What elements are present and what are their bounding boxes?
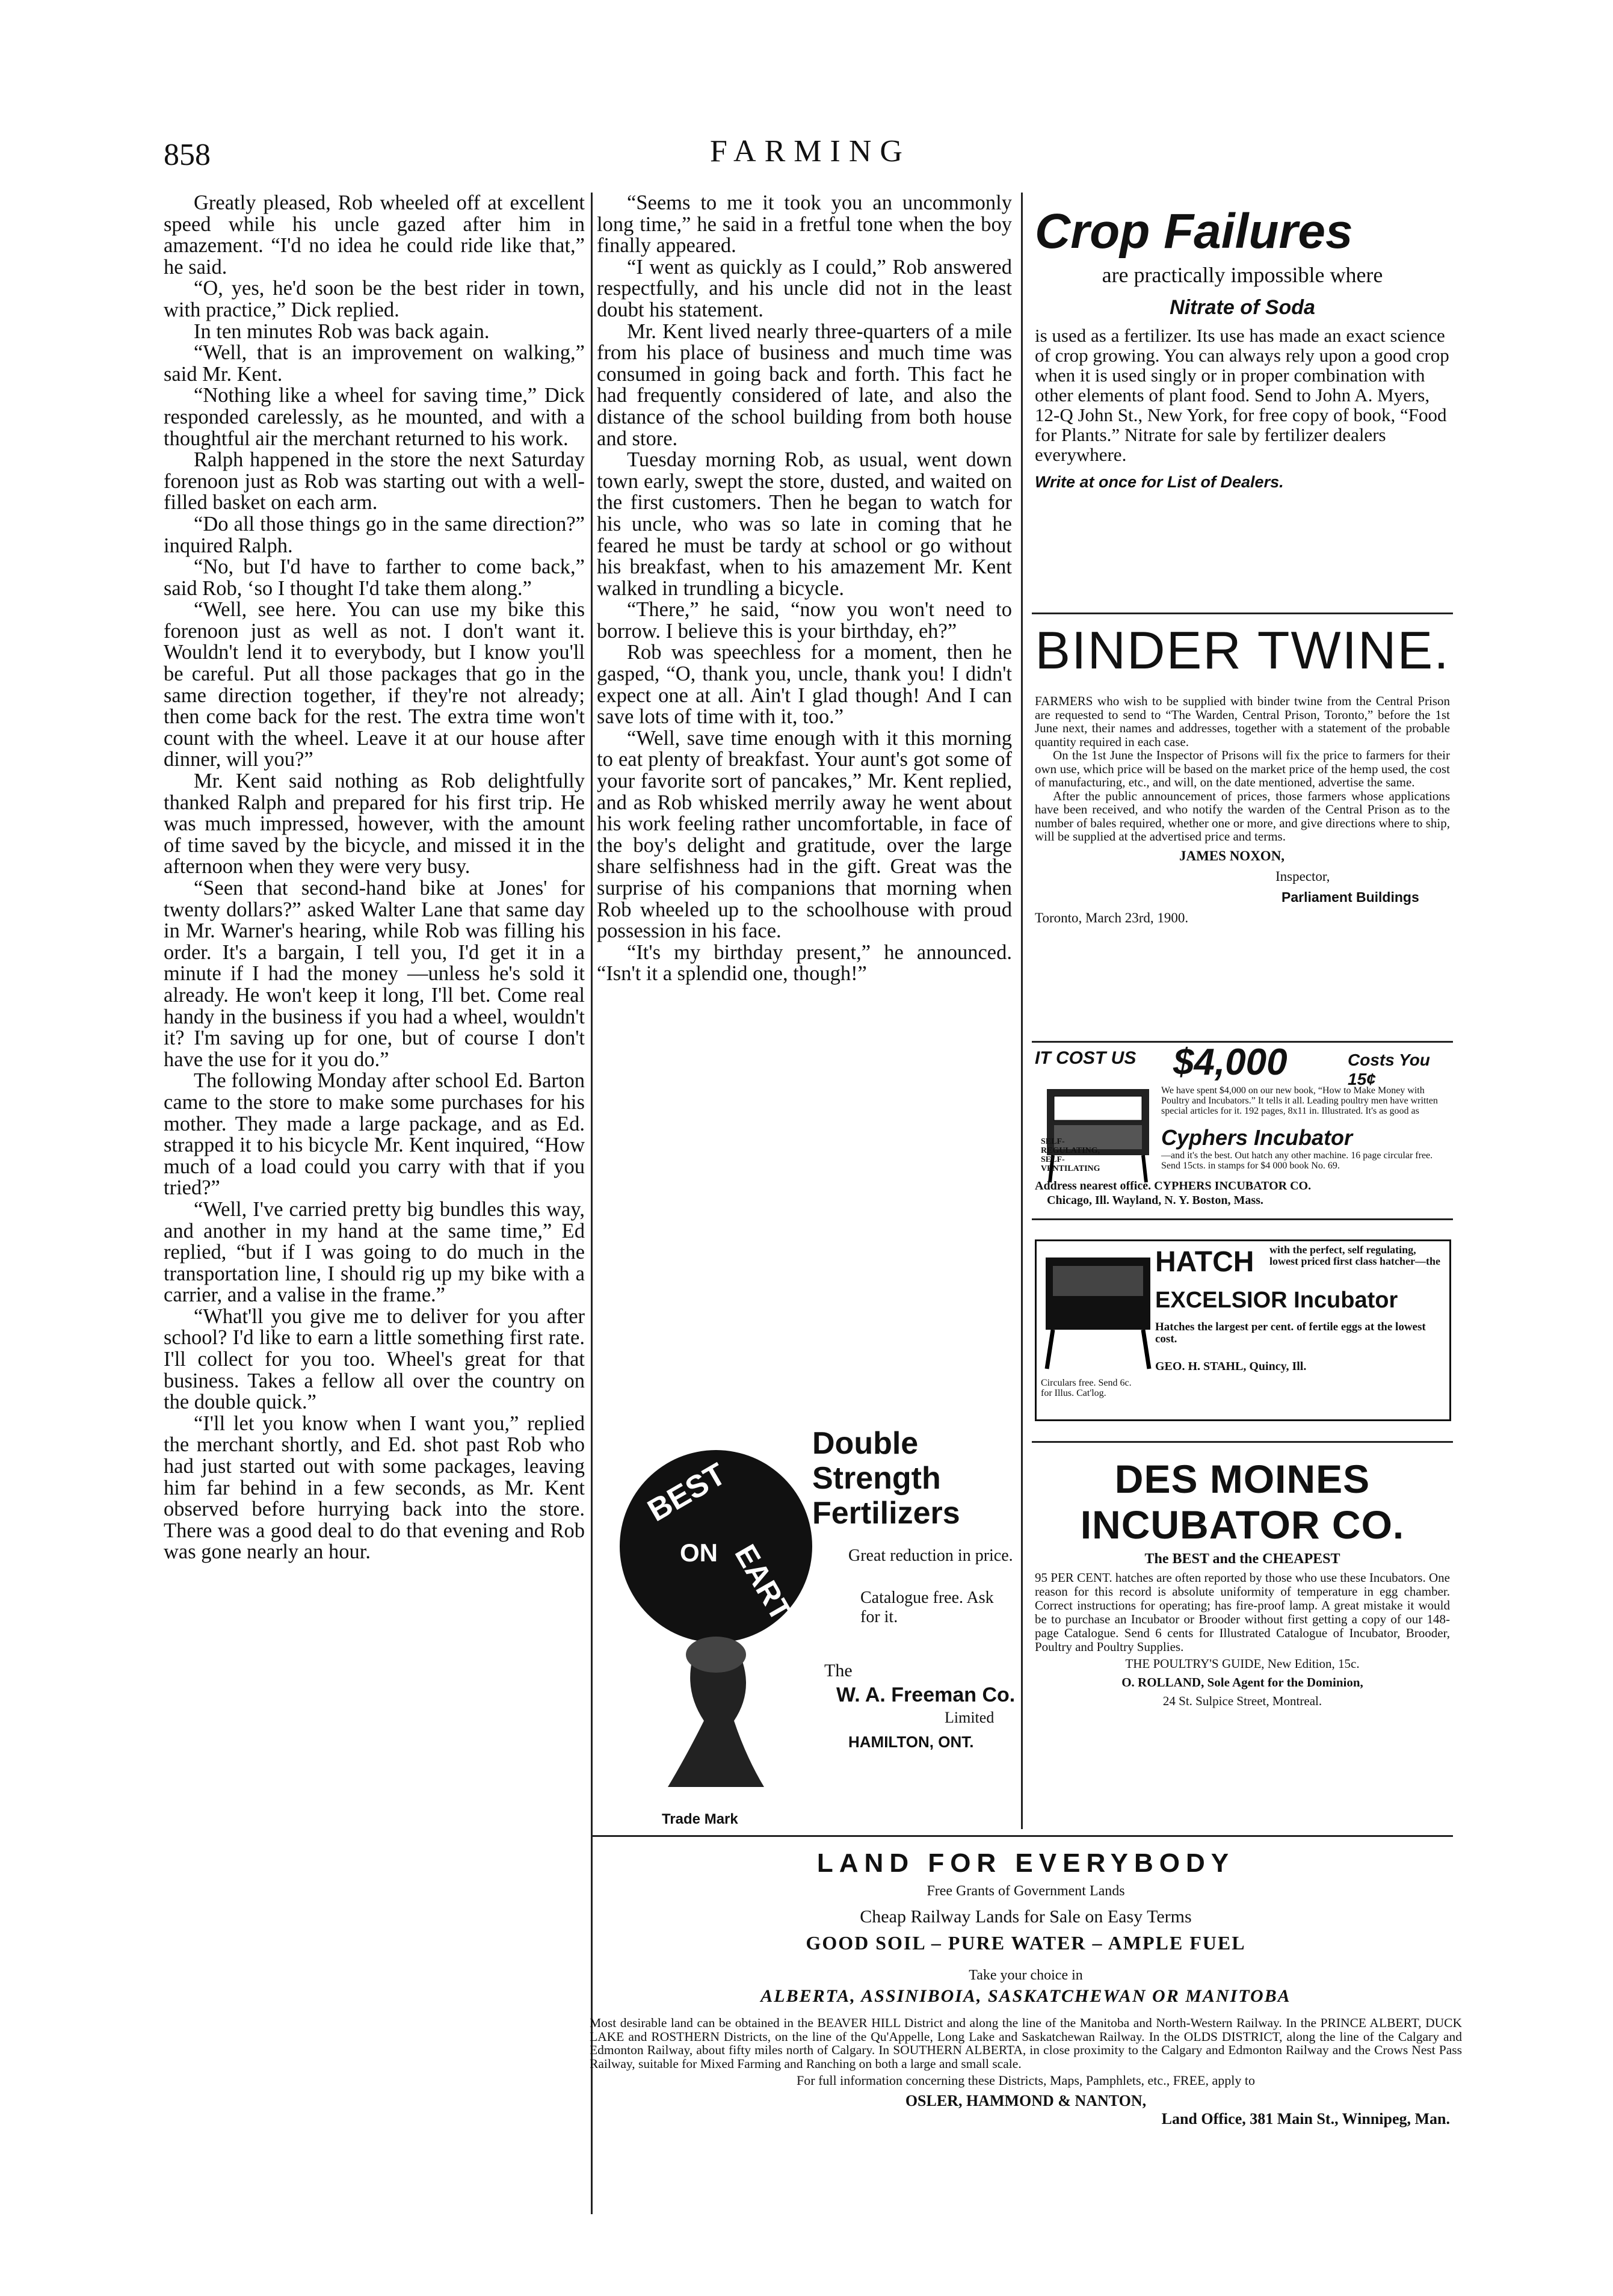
ad-subtitle: The BEST and the CHEAPEST xyxy=(1144,1551,1340,1567)
ad-signature: JAMES NOXON, xyxy=(1179,848,1285,863)
incubator-illustration xyxy=(1041,1251,1155,1372)
ad-company: W. A. Freeman Co. xyxy=(836,1683,1016,1706)
ad-address: Land Office, 381 Main St., Winnipeg, Man. xyxy=(1161,2110,1450,2128)
ad-body: 95 PER CENT. hatches are often reported by those who use these Incubators. One reason for this record is absolute uniformity of temperature in egg chamber. Correct instructions for operating; has fire-proof lamp. A great mistake it would be to purchase an Incubator or Brooder without first getting a copy of our 148-page Catalogue. Send 6 cents for Illustrated Catalogue of Incubator, Brooder, Poultry and Poultry Supplies. xyxy=(1035,1570,1450,1654)
ad-divider xyxy=(1032,613,1453,614)
globe-text: ON xyxy=(680,1538,718,1567)
ad-lead: with the perfect, self regulating, lowest priced first class hatcher—the xyxy=(1269,1244,1440,1267)
ad-guide: THE POULTRY'S GUIDE, New Edition, 15c. xyxy=(1125,1656,1360,1671)
ad-price: $4,000 xyxy=(1173,1042,1288,1083)
ad-circulars: Circulars free. Send 6c. for Illus. Cat'log. xyxy=(1041,1378,1132,1398)
ad-company: OSLER, HAMMOND & NANTON, xyxy=(905,2092,1147,2109)
crop-failures-ad xyxy=(1035,205,1450,492)
paragraph: “It's my birthday present,” he announced. “Isn't it a splendid one, though!” xyxy=(597,940,1012,986)
paragraph: “Well, that is an improvement on walking,” said Mr. Kent. xyxy=(164,341,585,386)
paragraph: “What'll you give me to deliver for you after school? I'd like to earn a little something first rate. I'll collect for you too. Wheel's great for that business. Takes a fellow all over the country on the double quick.” xyxy=(164,1304,585,1414)
ad-product: Nitrate of Soda xyxy=(1170,296,1315,319)
ad-paragraph: After the public announcement of prices, those farmers whose applications have been received, and who notify the warden of the Central Prison as to the number of bales required, whether one or more, and give directions where to ship, will be supplied at the advertised price and terms. xyxy=(1035,788,1450,844)
ad-catalogue: Catalogue free. Ask for it. xyxy=(860,1588,994,1626)
ad-title: Double Strength Fertilizers xyxy=(812,1426,960,1531)
ad-cities: Chicago, Ill. Wayland, N. Y. Boston, Mass. xyxy=(1047,1194,1263,1207)
page-number: 858 xyxy=(164,138,211,172)
ad-line: Cheap Railway Lands for Sale on Easy Terms xyxy=(860,1907,1192,1927)
paragraph: “Seems to me it took you an uncommonly long time,” he said in a fretful tone when the boy finally appeared. xyxy=(597,191,1012,258)
ad-cost: Costs You 15¢ xyxy=(1348,1051,1430,1088)
ad-line: Free Grants of Government Lands xyxy=(927,1883,1125,1899)
trade-mark-label: Trade Mark xyxy=(662,1811,738,1827)
ad-maker: GEO. H. STAHL, Quincy, Ill. xyxy=(1155,1360,1307,1373)
ad-hatch: HATCH xyxy=(1155,1246,1254,1278)
paragraph: Greatly pleased, Rob wheeled off at excellent speed while his uncle gazed after him in amazement. “I'd no idea he could ride like that,” he said. xyxy=(164,191,585,279)
ad-product: Cyphers Incubator xyxy=(1161,1125,1353,1150)
ad-body: We have spent $4,000 on our new book, “How to Make Money with Poultry and Incubators.” It tells it all. Leading poultry men have written special articles for it. 192 pages, 8x11 in. Illustrated. It's as good as xyxy=(1161,1085,1438,1116)
ad-address: Address nearest office. CYPHERS INCUBATOR CO. xyxy=(1035,1179,1312,1193)
ad-divider xyxy=(1032,1441,1453,1443)
paragraph: “No, but I'd have to farther to come back,” said Rob, ‘so I thought I'd take them along.” xyxy=(164,555,585,600)
journal-title: FARMING xyxy=(710,134,911,168)
binder-twine-ad xyxy=(1035,620,1450,926)
ad-title: DES MOINES INCUBATOR CO. xyxy=(1080,1457,1405,1547)
story-column-2 xyxy=(597,193,1012,985)
ad-paragraph: On the 1st June the Inspector of Prisons will fix the price to farmers for their own use, which price will be based on the market price of the hemp used, the cost of manufacturing, etc., and will, on the date mentioned, advertise the same. xyxy=(1035,748,1450,789)
fertilizer-ad xyxy=(608,1426,1023,1835)
paragraph: “Well, see here. You can use my bike this forenoon just as well as not. I don't want it. Wouldn't lend it to everybody, but I know you'll be careful. Put all those packages that go in the same direction together, if they're not already; then come back for the rest. The extra time won't count with the wheel. Leave it at our house after dinner, will you?” xyxy=(164,598,585,771)
ad-line: For full information concerning these Districts, Maps, Pamphlets, etc., FREE, apply to xyxy=(797,2073,1255,2088)
ad-regions: ALBERTA, ASSINIBOIA, SASKATCHEWAN OR MANITOBA xyxy=(760,1986,1291,2006)
ad-side-label: SELF-REGULATING, SELF-VENTILATING xyxy=(1041,1137,1100,1173)
ad-line: Take your choice in xyxy=(969,1967,1083,1983)
ad-paragraph: FARMERS who wish to be supplied with binder twine from the Central Prison are requested to send to “The Warden, Central Prison, Toronto,” before the 1st June next, their names and addresses, together with a statement of the probable quantity required in each case. xyxy=(1035,694,1450,749)
ad-cta: Write at once for List of Dealers. xyxy=(1035,473,1284,491)
ad-divider xyxy=(1032,1218,1453,1220)
paragraph: “There,” he said, “now you won't need to borrow. I believe this is your birthday, eh?” xyxy=(597,598,1012,643)
ad-the: The xyxy=(824,1661,853,1680)
paragraph: Tuesday morning Rob, as usual, went down town early, swept the store, dusted, and waited on the first customers. Then he began to watch for his uncle, who was so late in coming that he feared he must be tardy at school or go without his breakfast, when to his amazement Mr. Kent walked in trundling a bicycle. xyxy=(597,448,1012,600)
globe-text: EARTH xyxy=(728,1538,810,1646)
paragraph: “Well, save time enough with it this morning to eat plenty of breakfast. Your aunt's got some of your favorite sort of pancakes,” Mr. Kent replied, and as Rob whisked merrily away he went about his work feeling rather uncomfortable, in face of the boy's delight and gratitude, over the large share selfishness had in the gift. Great was the surprise of his companions that morning when Rob wheeled up to the schoolhouse with proud possession in his face. xyxy=(597,726,1012,943)
paragraph: “Do all those things go in the same direction?” inquired Ralph. xyxy=(164,512,585,557)
globe-text: BEST xyxy=(642,1456,732,1529)
ad-product: EXCELSIOR Incubator xyxy=(1155,1288,1398,1313)
ad-body-2: —and it's the best. Out hatch any other machine. 16 page circular free. Send 15cts. in stamps for $4 000 book No. 69. xyxy=(1161,1150,1433,1171)
paragraph: “Well, I've carried pretty big bundles this way, and another in my hand at the same time,” Ed replied, “but if I was going to do much in the transportation line, I should rig up my bike with a carrier, and a valise in the frame.” xyxy=(164,1197,585,1307)
ad-body: Great reduction in price. xyxy=(848,1546,1013,1565)
atlas-globe-trademark xyxy=(614,1432,818,1805)
ad-title: Crop Failures xyxy=(1035,204,1353,259)
ad-agent: O. ROLLAND, Sole Agent for the Dominion, xyxy=(1121,1675,1363,1690)
ad-title: BINDER TWINE. xyxy=(1035,620,1450,680)
ad-title: LAND FOR EVERYBODY xyxy=(816,1848,1235,1878)
story-column-1 xyxy=(164,193,585,1563)
paragraph: Mr. Kent said nothing as Rob delightfully thanked Ralph and prepared for his first trip. He was much impressed, however, with the amount of time saved by the bicycle, and missed it in the afternoon when they were very busy. xyxy=(164,770,585,878)
ad-lead: IT COST US xyxy=(1035,1048,1137,1068)
ad-body: is used as a fertilizer. Its use has made an exact science of crop growing. You can always rely upon a good crop when it is used singly or in proper combination with other elements of plant food. Send to John A. Myers, 12-Q John St., New York, for free copy of book, “Food for Plants.” Nitrate for sale by fertilizer dealers everywhere. xyxy=(1035,325,1449,465)
ad-body: Hatches the largest per cent. of fertile eggs at the lowest cost. xyxy=(1155,1321,1426,1345)
land-for-everybody-ad xyxy=(590,1835,1462,2128)
paragraph: “Seen that second-hand bike at Jones' for twenty dollars?” asked Walter Lane that same day in Mr. Warner's hearing, while Rob was filling his order. It's a bargain, I tell you, I'd get it in a minute if I had the money —unless he's sold it already. He won't keep it long, I'll bet. Come real handy in the business if you had a wheel, wouldn't it? I'm saving up for one, but of course I don't have the use for it you do.” xyxy=(164,877,585,1071)
ad-signature-title: Inspector, xyxy=(1275,868,1330,884)
paragraph: In ten minutes Rob was back again. xyxy=(194,319,490,343)
ad-limited: Limited xyxy=(945,1709,995,1726)
paragraph: Mr. Kent lived nearly three-quarters of a mile from his place of business and much time was consumed in going back and forth. This fact he had frequently considered of late, and also the distance of the school building from both house and store. xyxy=(597,319,1012,450)
paragraph: Ralph happened in the store the next Saturday forenoon just as Rob was starting out with a well-filled basket on each arm. xyxy=(164,448,585,514)
ad-body: Most desirable land can be obtained in the BEAVER HILL District and along the line of the Manitoba and North-Western Railway. In the PRINCE ALBERT, DUCK LAKE and ROSTHERN Districts, on the line of the Qu'Appelle, Long Lake and Saskatchewan Railway. In the OLDS DISTRICT, along the line of the Calgary and Edmonton Railway, about fifty miles north of Calgary. In SOUTHERN ALBERTA, in close proximity to the Calgary and Edmonton Railway and the Crows Nest Pass Railway, suitable for Mixed Farming and Ranching on both a large and small scale. xyxy=(590,2016,1462,2071)
ad-city: HAMILTON, ONT. xyxy=(848,1733,974,1751)
paragraph: The following Monday after school Ed. Barton came to the store to make some purchases for his mother. They made a large package, and as Ed. strapped it to his bicycle Mr. Kent inquired, “How much of a load could you carry with that if you tried?” xyxy=(164,1069,585,1200)
ad-date: Toronto, March 23rd, 1900. xyxy=(1035,910,1189,925)
des-moines-incubator-ad xyxy=(1035,1456,1450,1709)
ad-subtitle: are practically impossible where xyxy=(1102,263,1383,287)
ad-signature-place: Parliament Buildings xyxy=(1281,889,1419,905)
ad-address: 24 St. Sulpice Street, Montreal. xyxy=(1162,1694,1322,1708)
paragraph: “I'll let you know when I want you,” replied the merchant shortly, and Ed. shot past Rob who had just started out with some packages, leaving him far behind in a few seconds, as Mr. Kent observed before hurrying back into the store. There was a good deal to do that evening and Rob was gone nearly an hour. xyxy=(164,1412,585,1564)
cyphers-incubator-ad xyxy=(1035,1042,1450,1209)
ad-line: GOOD SOIL – PURE WATER – AMPLE FUEL xyxy=(806,1932,1246,1954)
paragraph: “O, yes, he'd soon be the best rider in town, with practice,” Dick replied. xyxy=(164,277,585,321)
paragraph: “I went as quickly as I could,” Rob answered respectfully, and his uncle did not in the least doubt his statement. xyxy=(597,255,1012,321)
paragraph: “Nothing like a wheel for saving time,” Dick responded carelessly, as he mounted, and with a thoughtful air the merchant returned to his work. xyxy=(164,384,585,450)
paragraph: Rob was speechless for a moment, then he gasped, “O, thank you, uncle, thank you! I didn't expect one at all. Ain't I glad though! And I can save lots of time with it, too.” xyxy=(597,641,1012,729)
excelsior-incubator-ad xyxy=(1035,1239,1450,1420)
